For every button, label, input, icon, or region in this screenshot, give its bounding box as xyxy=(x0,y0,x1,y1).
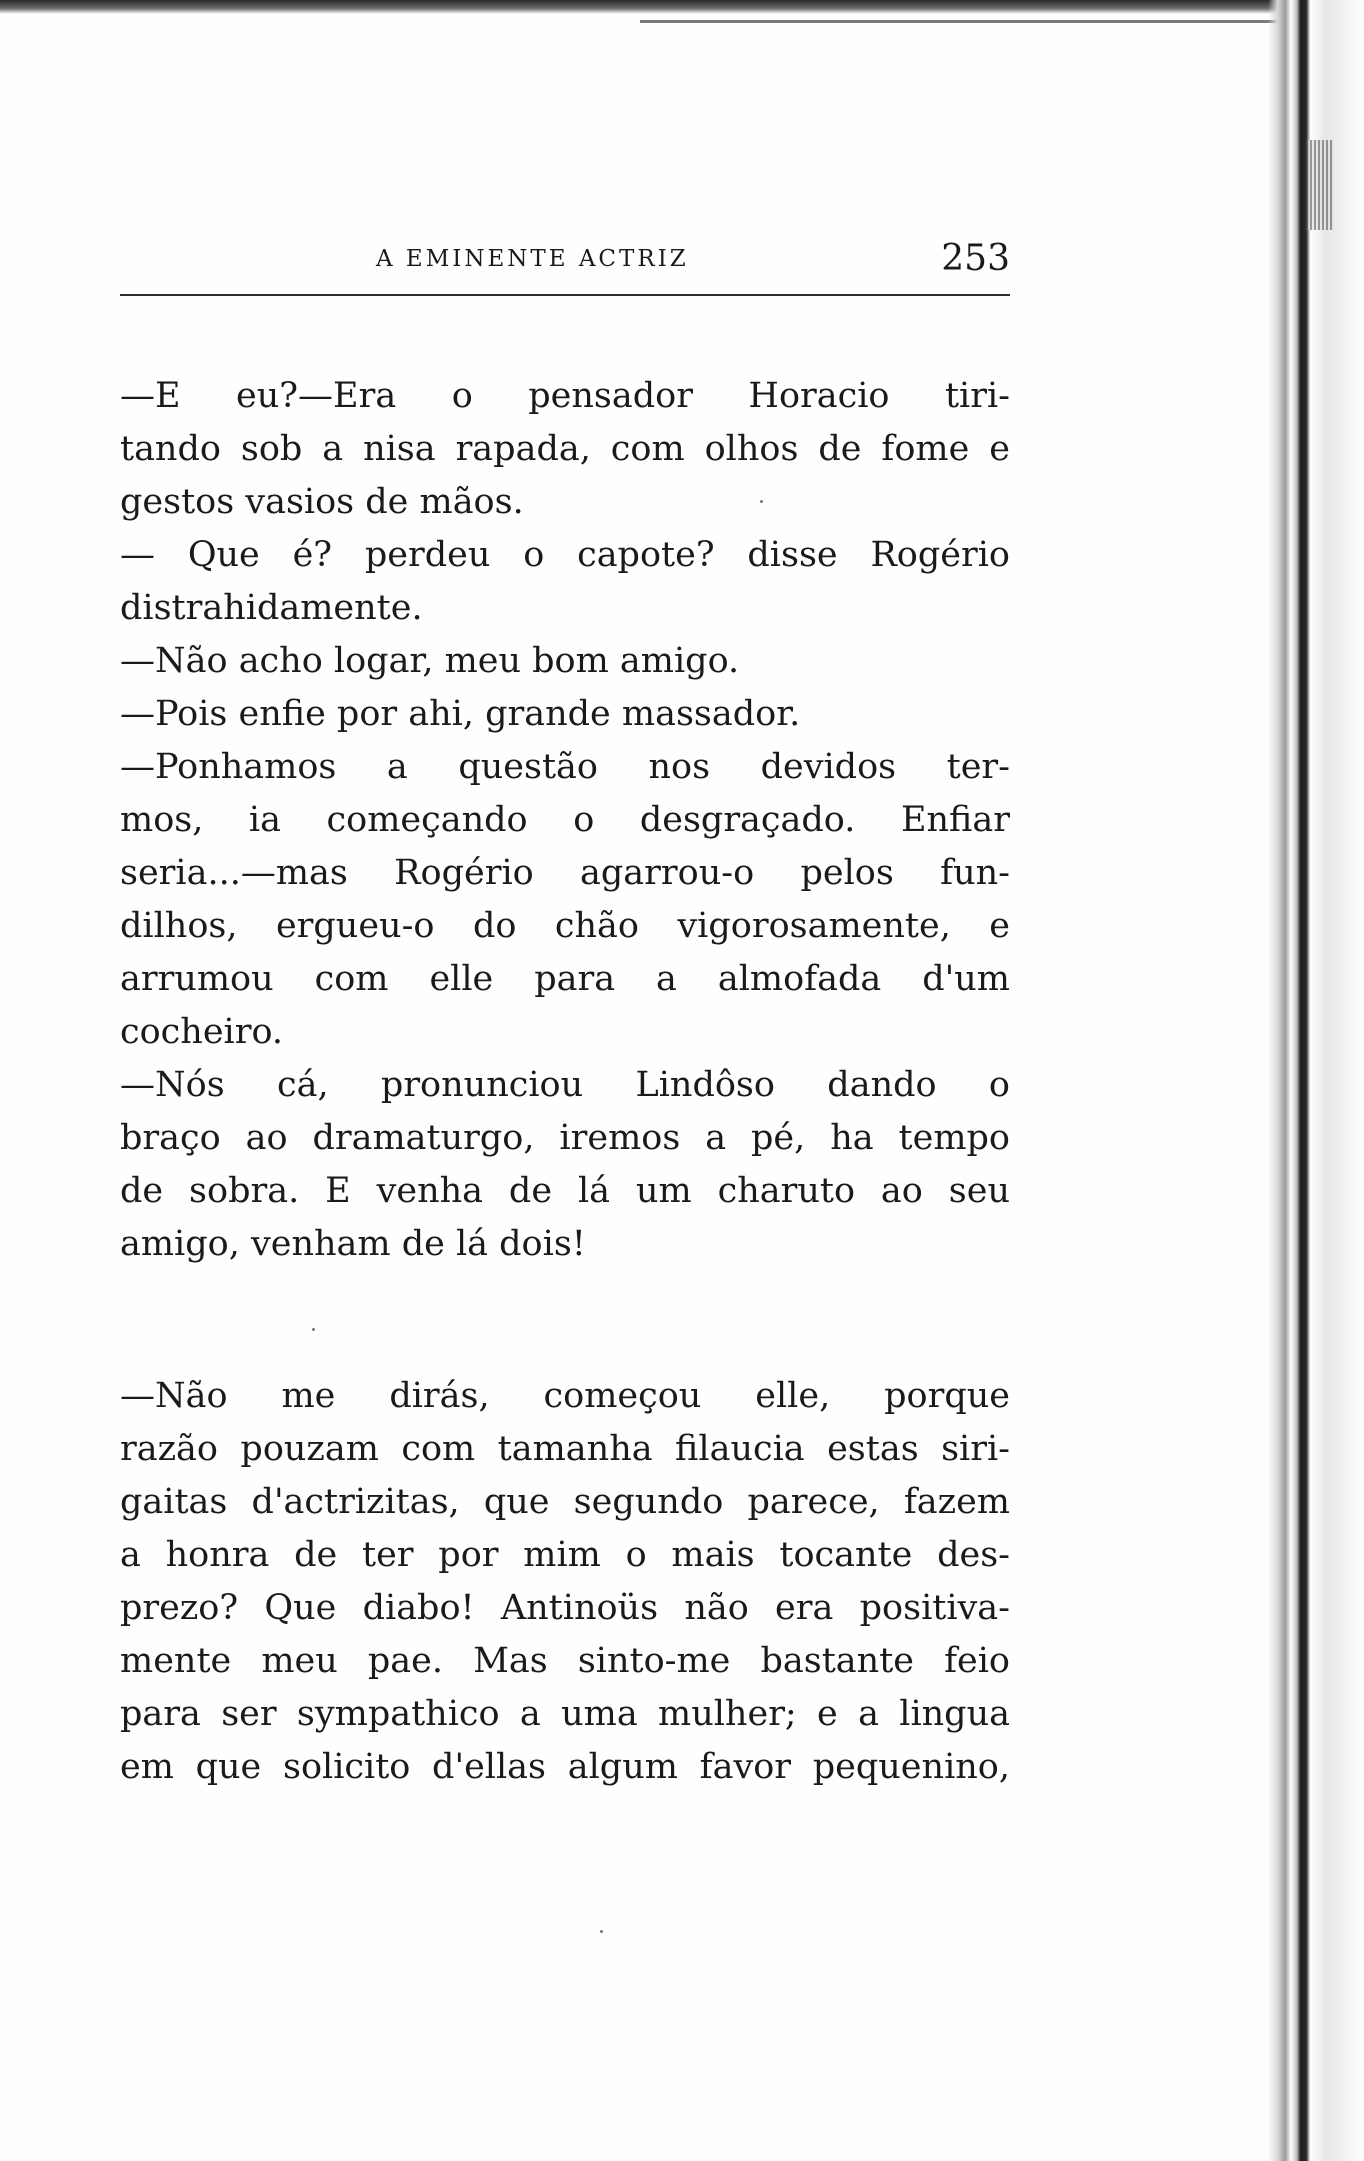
text-line: gestos vasios de mãos. xyxy=(120,482,524,522)
text-line: cocheiro. xyxy=(120,1012,284,1052)
text-line: a honra de ter por mim o mais tocante des- xyxy=(120,1535,1010,1575)
running-head xyxy=(120,238,1010,294)
scan-speck xyxy=(600,1930,603,1933)
text-line: — Que é? perdeu o capote? disse Rogério xyxy=(120,535,1010,575)
book-binding-shadow xyxy=(1268,0,1364,2161)
text-line: dilhos, ergueu-o do chão vigorosamente, e xyxy=(120,906,1010,946)
text-line: de sobra. E venha de lá um charuto ao seu xyxy=(120,1171,1010,1211)
text-line: mente meu pae. Mas sinto-me bastante feio xyxy=(120,1641,1010,1681)
scan-speck xyxy=(760,500,763,503)
text-line: prezo? Que diabo! Antinoüs não era positiva- xyxy=(120,1588,1010,1628)
binding-texture xyxy=(1306,140,1334,230)
text-line: tando sob a nisa rapada, com olhos de fome e xyxy=(120,429,1010,469)
text-line: seria...—mas Rogério agarrou-o pelos fun- xyxy=(120,853,1010,893)
text-section-2 xyxy=(120,1370,1010,1794)
text-line: —Não me dirás, começou elle, porque xyxy=(120,1376,1010,1416)
text-line: —E eu?—Era o pensador Horacio tiri- xyxy=(120,376,1010,416)
header-rule xyxy=(120,294,1010,296)
text-line: —Nós cá, pronunciou Lindôso dando o xyxy=(120,1065,1010,1105)
scan-speck xyxy=(312,1328,315,1331)
text-line: para ser sympathico a uma mulher; e a lingua xyxy=(120,1694,1010,1734)
page-number: 253 xyxy=(941,238,1010,279)
text-line: gaitas d'actrizitas, que segundo parece, fazem xyxy=(120,1482,1010,1522)
text-line: amigo, venham de lá dois! xyxy=(120,1224,586,1264)
text-line: braço ao dramaturgo, iremos a pé, ha tempo xyxy=(120,1118,1010,1158)
scan-edge-line xyxy=(640,20,1340,23)
text-section-1 xyxy=(120,370,1010,1271)
text-line: em que solicito d'ellas algum favor pequenino, xyxy=(120,1747,1010,1787)
scan-edge-top xyxy=(0,0,1300,14)
text-line: arrumou com elle para a almofada d'um xyxy=(120,959,1010,999)
text-line: —Pois enfie por ahi, grande massador. xyxy=(120,694,801,734)
text-line: razão pouzam com tamanha filaucia estas siri- xyxy=(120,1429,1010,1469)
text-line: —Não acho logar, meu bom amigo. xyxy=(120,641,740,681)
text-line: mos, ia começando o desgraçado. Enfiar xyxy=(120,800,1010,840)
text-line: distrahidamente. xyxy=(120,588,423,628)
running-head-title: A EMINENTE ACTRIZ xyxy=(376,246,689,272)
text-line: —Ponhamos a questão nos devidos ter- xyxy=(120,747,1010,787)
